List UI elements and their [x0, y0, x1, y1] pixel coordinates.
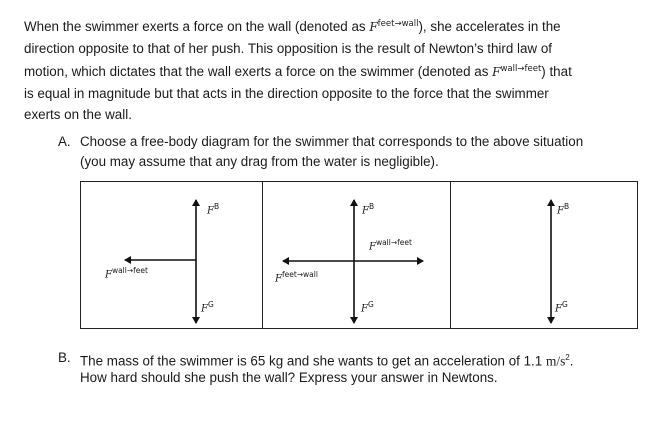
fbd-option-1[interactable] [80, 181, 263, 329]
intro-paragraph [24, 14, 636, 125]
intro-line-5: exerts on the wall. [24, 107, 132, 122]
force-subscript: wall→feet [500, 64, 542, 74]
question-b-line-1-text: The mass of the swimmer is 65 kg and she wants to get an acceleration of 1.1 [80, 353, 546, 369]
force-symbol-letter: F [369, 20, 378, 34]
force-symbol-letter: F [492, 65, 501, 79]
intro-line-3-text: motion, which dictates that the wall exerts a force on the swimmer (denoted as [24, 64, 493, 79]
label-fb: $F^B$ [557, 202, 570, 217]
acceleration-unit: m/s [545, 353, 566, 369]
label-wall-feet: $F^{wall\to feet}$ [369, 238, 412, 253]
question-a-line-2: (you may assume that any drag from the water is negligible). [80, 154, 439, 169]
fbd-option-2-arrows [263, 182, 452, 330]
question-b [58, 348, 648, 390]
force-wall-feet-symbol [492, 65, 541, 79]
label-fb: $F^B$ [362, 202, 375, 217]
label-feet-wall: $F^{feet\to wall}$ [275, 270, 318, 285]
question-b-letter: B. [58, 350, 71, 365]
intro-line-4: is equal in magnitude but that acts in the direction opposite to the force that the swimmer [24, 86, 549, 101]
unit-exponent: 2 [565, 353, 570, 362]
fbd-option-3-arrows [451, 182, 639, 330]
intro-line-1-text: When the swimmer exerts a force on the wall (denoted as [24, 19, 370, 34]
label-wall-feet: $F^{wall\to feet}$ [105, 266, 148, 281]
intro-line-1 [24, 14, 636, 38]
force-subscript: feet→wall [377, 19, 419, 29]
intro-line-2: direction opposite to that of her push. This opposition is the result of Newton’s third law of [24, 41, 552, 56]
intro-line-3-end: ) that [541, 64, 572, 79]
label-fg: $F^G$ [555, 300, 568, 315]
force-feet-wall-symbol [369, 20, 418, 34]
intro-line-3 [24, 59, 636, 83]
question-b-line-2: How hard should she push the wall? Express your answer in Newtons. [80, 370, 498, 385]
label-fb: $F^B$ [207, 202, 220, 217]
question-b-line-1-end: . [569, 353, 574, 369]
label-fg: $F^G$ [361, 300, 374, 315]
question-a [58, 132, 648, 174]
fbd-option-1-arrows [81, 182, 264, 330]
question-a-letter: A. [58, 134, 71, 149]
fbd-option-3[interactable] [450, 181, 638, 329]
question-a-line-1: Choose a free-body diagram for the swimmer that corresponds to the above situation [80, 134, 584, 149]
label-fg: $F^G$ [201, 300, 214, 315]
intro-line-1-end: ), she accelerates in the [418, 19, 561, 34]
fbd-option-2[interactable] [262, 181, 451, 329]
